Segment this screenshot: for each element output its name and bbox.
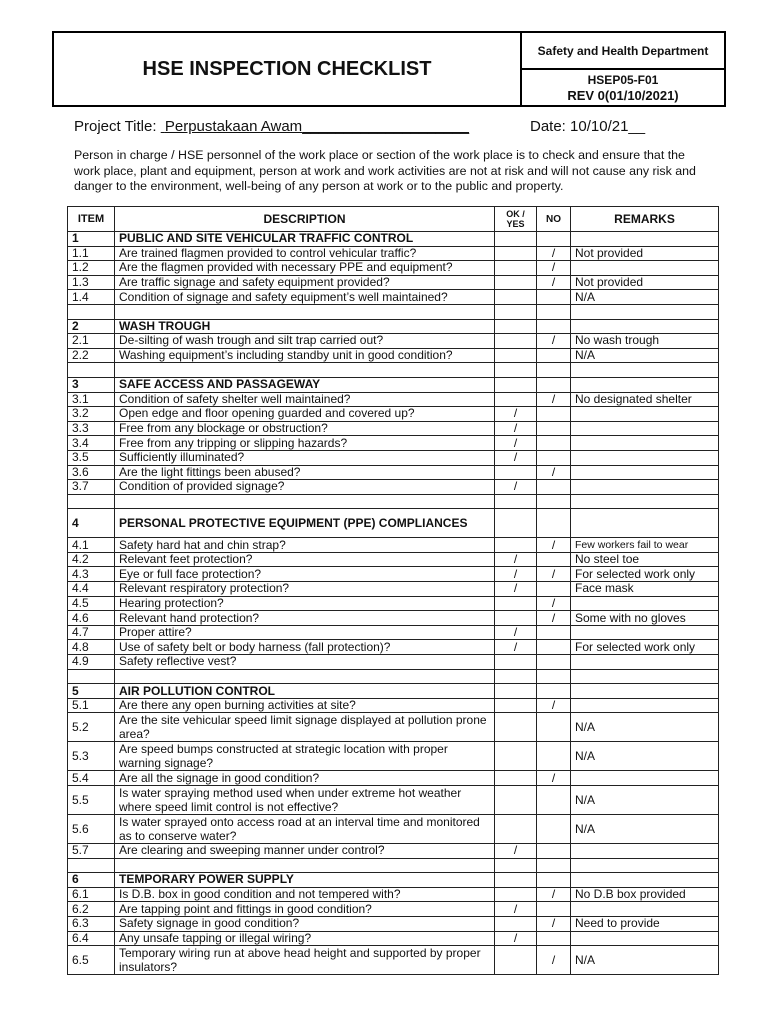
description-cell: Relevant hand protection? (115, 611, 495, 626)
remarks-cell (571, 465, 719, 480)
remarks-cell (571, 407, 719, 422)
no-cell (537, 290, 571, 305)
item-cell: 5.5 (68, 786, 115, 815)
remarks-cell: No D.B box provided (571, 887, 719, 902)
item-cell: 3.1 (68, 392, 115, 407)
ok-cell (495, 509, 537, 538)
ok-cell (495, 771, 537, 786)
remarks-cell (571, 698, 719, 713)
section-row (68, 319, 719, 334)
description-cell: Free from any blockage or obstruction? (115, 421, 495, 436)
project-title-line (74, 118, 469, 135)
table-row (68, 480, 719, 495)
ok-cell (495, 946, 537, 975)
item-cell (68, 363, 115, 378)
description-cell: Are speed bumps constructed at strategic location with proper warning signage? (115, 742, 495, 771)
ok-cell (495, 858, 537, 873)
remarks-cell (571, 421, 719, 436)
description-cell: Temporary wiring run at above head height and supported by proper insulators? (115, 946, 495, 975)
item-cell: 1.4 (68, 290, 115, 305)
table-row (68, 640, 719, 655)
table-row (68, 538, 719, 553)
item-cell: 6.3 (68, 916, 115, 931)
no-cell (537, 713, 571, 742)
remarks-cell: Some with no gloves (571, 611, 719, 626)
ok-cell (495, 669, 537, 684)
remarks-cell (571, 931, 719, 946)
description-cell: SAFE ACCESS AND PASSAGEWAY (115, 377, 495, 392)
project-title-label: Project Title: (74, 118, 157, 135)
ok-cell (495, 334, 537, 349)
item-cell: 6.4 (68, 931, 115, 946)
description-cell: Are clearing and sweeping manner under control? (115, 844, 495, 859)
remarks-cell (571, 655, 719, 670)
ok-cell (495, 261, 537, 276)
no-cell (537, 742, 571, 771)
no-cell (537, 931, 571, 946)
date-label: Date: (530, 118, 566, 135)
table-row (68, 916, 719, 931)
item-cell: 3.3 (68, 421, 115, 436)
description-cell: Use of safety belt or body harness (fall protection)? (115, 640, 495, 655)
header-ok-yes: OK / YES (495, 207, 537, 232)
revision: REV 0(01/10/2021) (567, 87, 679, 103)
date-line (530, 118, 645, 135)
ok-cell: / (495, 640, 537, 655)
no-cell (537, 655, 571, 670)
item-cell: 2.2 (68, 348, 115, 363)
item-cell: 3.6 (68, 465, 115, 480)
description-cell: Safety signage in good condition? (115, 916, 495, 931)
table-row (68, 887, 719, 902)
table-row (68, 348, 719, 363)
remarks-cell (571, 261, 719, 276)
description-cell: Are the site vehicular speed limit signage displayed at pollution prone area? (115, 713, 495, 742)
table-header-row (68, 207, 719, 232)
item-cell (68, 669, 115, 684)
no-cell: / (537, 246, 571, 261)
no-cell (537, 494, 571, 509)
table-row (68, 611, 719, 626)
ok-cell (495, 887, 537, 902)
description-cell (115, 669, 495, 684)
description-cell: Sufficiently illuminated? (115, 450, 495, 465)
description-cell: PUBLIC AND SITE VEHICULAR TRAFFIC CONTROL (115, 232, 495, 247)
item-cell: 3.2 (68, 407, 115, 422)
ok-cell (495, 363, 537, 378)
table-row (68, 290, 719, 305)
table-row (68, 552, 719, 567)
description-cell: Condition of provided signage? (115, 480, 495, 495)
description-cell: PERSONAL PROTECTIVE EQUIPMENT (PPE) COMPLIANCES (115, 509, 495, 538)
item-cell: 4.9 (68, 655, 115, 670)
item-cell (68, 304, 115, 319)
item-cell: 5.7 (68, 844, 115, 859)
item-cell (68, 858, 115, 873)
no-cell (537, 873, 571, 888)
project-title-value: Perpustakaan Awam____________________ (164, 118, 470, 135)
no-cell (537, 509, 571, 538)
ok-cell: / (495, 582, 537, 597)
no-cell (537, 232, 571, 247)
no-cell (537, 582, 571, 597)
ok-cell: / (495, 625, 537, 640)
no-cell: / (537, 916, 571, 931)
item-cell: 1 (68, 232, 115, 247)
no-cell (537, 625, 571, 640)
no-cell (537, 902, 571, 917)
description-cell (115, 858, 495, 873)
table-row (68, 596, 719, 611)
no-cell: / (537, 771, 571, 786)
ok-cell: / (495, 844, 537, 859)
no-cell (537, 363, 571, 378)
no-cell: / (537, 946, 571, 975)
item-cell (68, 494, 115, 509)
no-cell (537, 480, 571, 495)
ok-cell (495, 873, 537, 888)
ok-cell (495, 611, 537, 626)
table-row (68, 844, 719, 859)
ok-cell (495, 290, 537, 305)
table-row (68, 655, 719, 670)
item-cell: 4.3 (68, 567, 115, 582)
description-cell (115, 363, 495, 378)
remarks-cell (571, 232, 719, 247)
ok-cell (495, 698, 537, 713)
item-cell: 4.7 (68, 625, 115, 640)
description-cell: Any unsafe tapping or illegal wiring? (115, 931, 495, 946)
table-row (68, 625, 719, 640)
description-cell: Condition of safety shelter well maintained? (115, 392, 495, 407)
description-cell: Proper attire? (115, 625, 495, 640)
no-cell (537, 348, 571, 363)
no-cell: / (537, 465, 571, 480)
table-row (68, 567, 719, 582)
ok-cell (495, 465, 537, 480)
description-cell: WASH TROUGH (115, 319, 495, 334)
description-cell: Relevant respiratory protection? (115, 582, 495, 597)
remarks-cell (571, 494, 719, 509)
table-row (68, 902, 719, 917)
item-cell: 4.4 (68, 582, 115, 597)
ok-cell (495, 713, 537, 742)
table-row (68, 246, 719, 261)
item-cell: 3 (68, 377, 115, 392)
remarks-cell: For selected work only (571, 640, 719, 655)
ok-cell: / (495, 931, 537, 946)
no-cell (537, 377, 571, 392)
remarks-cell (571, 304, 719, 319)
blank-row (68, 494, 719, 509)
ok-cell: / (495, 902, 537, 917)
description-cell: Safety hard hat and chin strap? (115, 538, 495, 553)
item-cell: 4.6 (68, 611, 115, 626)
remarks-cell (571, 771, 719, 786)
table-row (68, 392, 719, 407)
table-row (68, 771, 719, 786)
description-cell: Are traffic signage and safety equipment provided? (115, 275, 495, 290)
table-row (68, 407, 719, 422)
remarks-cell (571, 509, 719, 538)
header-item: ITEM (68, 207, 115, 232)
description-cell: Hearing protection? (115, 596, 495, 611)
remarks-cell (571, 377, 719, 392)
no-cell: / (537, 538, 571, 553)
header-no: NO (537, 207, 571, 232)
ok-cell (495, 786, 537, 815)
remarks-cell: Need to provide (571, 916, 719, 931)
ok-cell (495, 596, 537, 611)
ok-cell (495, 815, 537, 844)
item-cell: 1.2 (68, 261, 115, 276)
remarks-cell: N/A (571, 290, 719, 305)
document-header (52, 31, 726, 107)
ok-cell (495, 304, 537, 319)
description-cell: Safety reflective vest? (115, 655, 495, 670)
department-name: Safety and Health Department (522, 33, 724, 70)
remarks-cell (571, 436, 719, 451)
remarks-cell (571, 596, 719, 611)
description-cell: Are trained flagmen provided to control vehicular traffic? (115, 246, 495, 261)
no-cell (537, 815, 571, 844)
item-cell: 3.5 (68, 450, 115, 465)
item-cell: 1.1 (68, 246, 115, 261)
item-cell: 5 (68, 684, 115, 699)
ok-cell (495, 246, 537, 261)
no-cell (537, 786, 571, 815)
description-cell: Are all the signage in good condition? (115, 771, 495, 786)
item-cell: 1.3 (68, 275, 115, 290)
ok-cell (495, 916, 537, 931)
item-cell: 3.4 (68, 436, 115, 451)
no-cell: / (537, 261, 571, 276)
ok-cell (495, 494, 537, 509)
section-row (68, 684, 719, 699)
header-info-box (522, 33, 724, 105)
item-cell: 2.1 (68, 334, 115, 349)
checklist-table (67, 206, 719, 975)
table-row (68, 275, 719, 290)
item-cell: 6.1 (68, 887, 115, 902)
blank-row (68, 669, 719, 684)
ok-cell: / (495, 567, 537, 582)
table-row (68, 713, 719, 742)
description-cell: TEMPORARY POWER SUPPLY (115, 873, 495, 888)
ok-cell: / (495, 421, 537, 436)
remarks-cell (571, 684, 719, 699)
ok-cell (495, 684, 537, 699)
description-cell: Is D.B. box in good condition and not tempered with? (115, 887, 495, 902)
remarks-cell (571, 844, 719, 859)
ok-cell (495, 392, 537, 407)
header-remarks: REMARKS (571, 207, 719, 232)
table-row (68, 946, 719, 975)
description-cell (115, 304, 495, 319)
description-cell (115, 494, 495, 509)
remarks-cell (571, 858, 719, 873)
remarks-cell: Not provided (571, 275, 719, 290)
section-row (68, 509, 719, 538)
no-cell: / (537, 596, 571, 611)
table-row (68, 698, 719, 713)
no-cell (537, 436, 571, 451)
section-row (68, 232, 719, 247)
item-cell: 5.6 (68, 815, 115, 844)
item-cell: 2 (68, 319, 115, 334)
description-cell: Are the flagmen provided with necessary PPE and equipment? (115, 261, 495, 276)
ok-cell: / (495, 407, 537, 422)
description-cell: Is water spraying method used when under extreme hot weather where speed limit control is not effective? (115, 786, 495, 815)
item-cell: 6.2 (68, 902, 115, 917)
form-code-box (522, 70, 724, 105)
intro-paragraph: Person in charge / HSE personnel of the work place or section of the work place is to check and ensure that the work place, plant and equipment, person at work and work activities are not at risk and will not cause any risk and danger to the environment, well-being of any person at work or to the public and property. (74, 148, 696, 193)
ok-cell (495, 377, 537, 392)
table-row (68, 334, 719, 349)
item-cell: 4 (68, 509, 115, 538)
item-cell: 5.4 (68, 771, 115, 786)
item-cell: 4.1 (68, 538, 115, 553)
table-row (68, 786, 719, 815)
description-cell: Relevant feet protection? (115, 552, 495, 567)
remarks-cell: N/A (571, 946, 719, 975)
table-row (68, 465, 719, 480)
no-cell (537, 684, 571, 699)
description-cell: De-silting of wash trough and silt trap carried out? (115, 334, 495, 349)
description-cell: Are tapping point and fittings in good condition? (115, 902, 495, 917)
date-value: 10/10/21__ (570, 118, 646, 135)
ok-cell (495, 655, 537, 670)
table-row (68, 815, 719, 844)
no-cell: / (537, 611, 571, 626)
item-cell: 3.7 (68, 480, 115, 495)
item-cell: 4.8 (68, 640, 115, 655)
ok-cell: / (495, 552, 537, 567)
description-cell: Free from any tripping or slipping hazards? (115, 436, 495, 451)
remarks-cell: Not provided (571, 246, 719, 261)
description-cell: Eye or full face protection? (115, 567, 495, 582)
header-description: DESCRIPTION (115, 207, 495, 232)
remarks-cell: No wash trough (571, 334, 719, 349)
table-row (68, 931, 719, 946)
description-cell: Are the light fittings been abused? (115, 465, 495, 480)
description-cell: Condition of signage and safety equipment’s well maintained? (115, 290, 495, 305)
remarks-cell: N/A (571, 742, 719, 771)
ok-cell: / (495, 436, 537, 451)
no-cell (537, 858, 571, 873)
ok-cell: / (495, 480, 537, 495)
remarks-cell: No steel toe (571, 552, 719, 567)
remarks-cell (571, 480, 719, 495)
remarks-cell (571, 319, 719, 334)
no-cell: / (537, 887, 571, 902)
description-cell: Is water sprayed onto access road at an interval time and monitored as to conserve water? (115, 815, 495, 844)
item-cell: 5.3 (68, 742, 115, 771)
remarks-cell: N/A (571, 348, 719, 363)
document-title: HSE INSPECTION CHECKLIST (54, 33, 522, 105)
description-cell: Open edge and floor opening guarded and covered up? (115, 407, 495, 422)
section-row (68, 873, 719, 888)
ok-cell (495, 275, 537, 290)
remarks-cell: N/A (571, 815, 719, 844)
no-cell (537, 304, 571, 319)
remarks-cell: N/A (571, 786, 719, 815)
ok-cell: / (495, 450, 537, 465)
remarks-cell (571, 450, 719, 465)
no-cell (537, 844, 571, 859)
no-cell: / (537, 275, 571, 290)
no-cell: / (537, 392, 571, 407)
remarks-cell (571, 902, 719, 917)
item-cell: 4.2 (68, 552, 115, 567)
no-cell (537, 319, 571, 334)
remarks-cell: No designated shelter (571, 392, 719, 407)
no-cell (537, 640, 571, 655)
description-cell: Washing equipment’s including standby unit in good condition? (115, 348, 495, 363)
remarks-cell: N/A (571, 713, 719, 742)
section-row (68, 377, 719, 392)
item-cell: 5.2 (68, 713, 115, 742)
no-cell (537, 669, 571, 684)
description-cell: AIR POLLUTION CONTROL (115, 684, 495, 699)
blank-row (68, 363, 719, 378)
item-cell: 6 (68, 873, 115, 888)
no-cell: / (537, 567, 571, 582)
no-cell (537, 450, 571, 465)
remarks-cell: Few workers fail to wear (571, 538, 719, 553)
ok-cell (495, 348, 537, 363)
table-row (68, 582, 719, 597)
no-cell (537, 407, 571, 422)
remarks-cell (571, 625, 719, 640)
remarks-cell (571, 363, 719, 378)
blank-row (68, 304, 719, 319)
no-cell (537, 421, 571, 436)
no-cell: / (537, 334, 571, 349)
table-row (68, 742, 719, 771)
table-row (68, 450, 719, 465)
table-row (68, 421, 719, 436)
ok-cell (495, 319, 537, 334)
remarks-cell (571, 873, 719, 888)
item-cell: 5.1 (68, 698, 115, 713)
ok-cell (495, 232, 537, 247)
remarks-cell: Face mask (571, 582, 719, 597)
remarks-cell (571, 669, 719, 684)
item-cell: 4.5 (68, 596, 115, 611)
form-code: HSEP05-F01 (587, 72, 659, 87)
ok-cell (495, 538, 537, 553)
remarks-cell: For selected work only (571, 567, 719, 582)
item-cell: 6.5 (68, 946, 115, 975)
ok-cell (495, 742, 537, 771)
blank-row (68, 858, 719, 873)
table-row (68, 261, 719, 276)
no-cell (537, 552, 571, 567)
no-cell: / (537, 698, 571, 713)
table-row (68, 436, 719, 451)
description-cell: Are there any open burning activities at site? (115, 698, 495, 713)
